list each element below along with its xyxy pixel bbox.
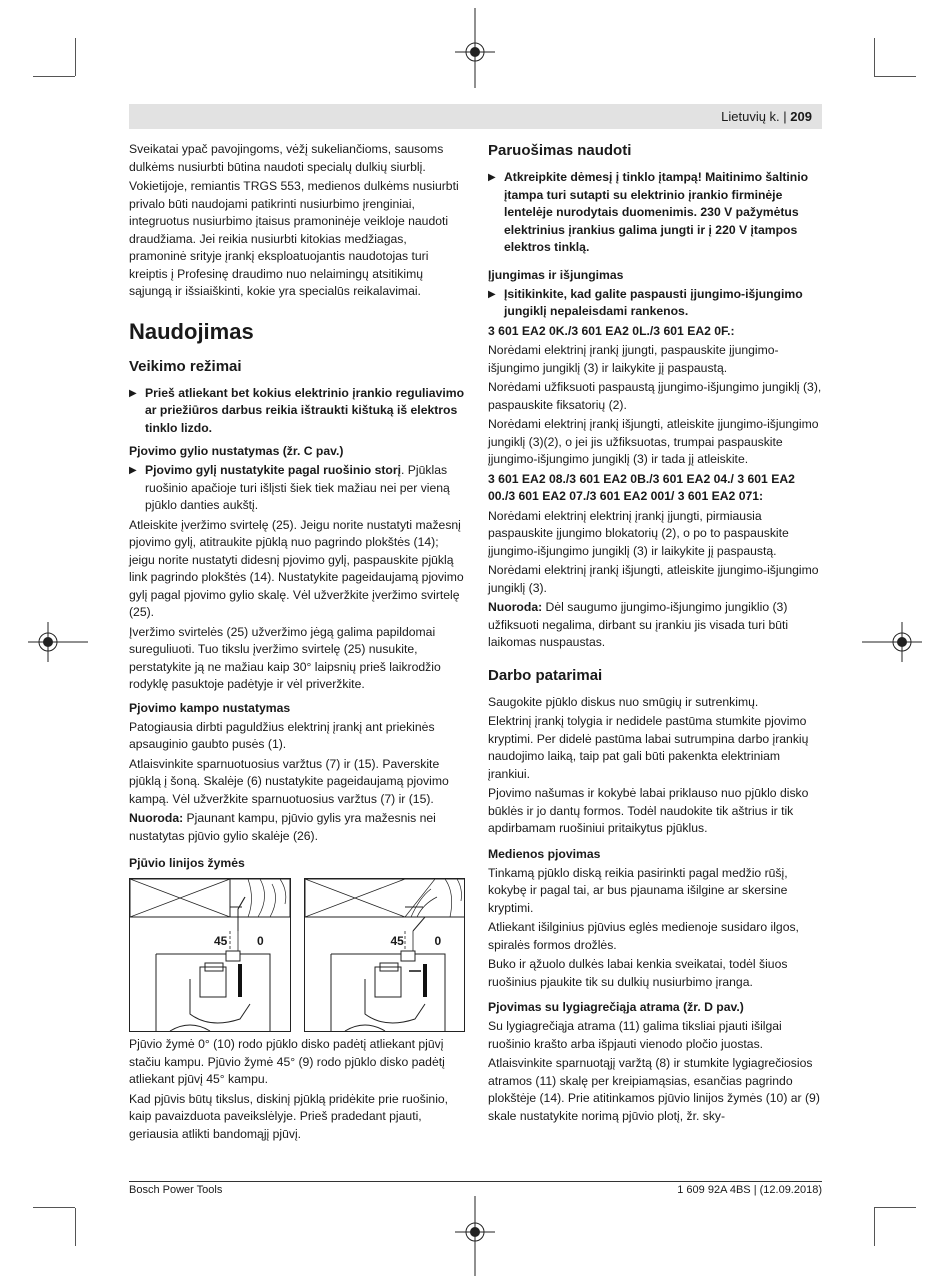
cut-mark-figure-0 <box>129 878 291 1032</box>
crop-mark <box>874 76 916 77</box>
paragraph: Norėdami elektrinį įrankį išjungti, atleiskite įjungimo-išjungimo jungiklį (3). <box>488 563 819 595</box>
header-language: Lietuvių k. <box>721 109 780 124</box>
warning-bullet: ▶ Prieš atliekant bet kokius elektrinio įrankio reguliavimo ar priežiūros darbus reikia ištraukti kištuką iš elektros tinklo lizdo. <box>129 385 465 438</box>
bullet-arrow-icon: ▶ <box>129 465 137 476</box>
paragraph: Tinkamą pjūklo diską reikia pasirinkti pagal medžio rūšį, kokybę ir pagal tai, ar bus pjaunama išilgine ar skersine kryptimi. <box>488 865 788 915</box>
paragraph: Elektrinį įrankį tolygia ir nedidele pastūma stumkite pjovimo kryptimi. Per didelė pastūma labai sutrumpina darbo įrankių naudojimo laiką, taip pat gali būti pakenkta elektriniam įrankiui. <box>488 714 809 781</box>
note-paragraph: Nuoroda: Pjaunant kampu, pjūvio gylis yra mažesnis nei nustatytas pjūvio gylio skalėje (26). <box>129 811 436 843</box>
paragraph: Norėdami užfiksuoti paspaustą įjungimo-išjungimo jungiklį (3), paspauskite fiksatorių (2). <box>488 380 822 412</box>
mark-label-45: 45 <box>214 934 228 948</box>
paragraph: Atliekant išilginius pjūvius eglės medienoje susidaro ilgos, spiralės formos drožlės. <box>488 920 799 952</box>
crop-mark <box>33 76 75 77</box>
paragraph: Patogiausia dirbti paguldžius elektrinį įrankį ant priekinės apsauginio gaubto pusės (1). <box>129 719 435 751</box>
page-number: 209 <box>790 109 812 124</box>
footer-docnumber: 1 609 92A 4BS | (12.09.2018) <box>677 1184 822 1196</box>
registration-mark-top <box>455 8 495 88</box>
paragraph: Atleiskite įveržimo svirtelę (25). Jeigu norite nustatyti mažesnį pjovimo gylį, atitraukite pjūklą nuo pagrindo plokštės (14); jeigu norite nustatyti didesnį pjovimo gylį, paspauskite pjūklą link pagrindo plokštės (14). Nustatykite pageidaujamą pjovimo gylį pagal pjovimo gylio skalę. Vėl užveržkite įveržimo svirtelę (25). <box>129 517 464 619</box>
paragraph: Saugokite pjūklo diskus nuo smūgių ir sutrenkimų. <box>488 694 759 709</box>
mark-label-45: 45 <box>390 934 404 948</box>
paragraph: Norėdami elektrinį įrankį įjungti, paspauskite įjungimo-išjungimo jungiklį (3) ir laikykite jį paspaustą. <box>488 343 779 375</box>
paragraph: Buko ir ąžuolo dulkės labai kenkia sveikatai, todėl šiuos ruošinius pjaukite tik su dulkių nusiurbimo įranga. <box>488 957 788 989</box>
subsection-title: Veikimo režimai <box>129 357 242 375</box>
paragraph: Pjūvio žymė 0° (10) rodo pjūklo disko padėtį atliekant pjūvį stačiu kampu. Pjūvio žymė 45° (9) rodo pjūklo disko padėtį atliekant pjūvį 45° kampu. <box>129 1037 445 1086</box>
paragraph: Įveržimo svirtelės (25) užveržimo jėgą galima papildomai sureguliuoti. Tuo tikslu įveržimo svirtelę (25) nusukite, perstatykite ją ne mažiau kaip 30° laipsnių prieš laikrodžio rodyklę pasuktoje padėtyje ir vėl priveržkite. <box>129 624 441 691</box>
section-title: Naudojimas <box>129 318 254 344</box>
paragraph: Atlaisvinkite sparnuotąjį varžtą (8) ir stumkite lygiagrečiosios atramos (11) skalę per kreipiamąsias, esančias pagrindo plokštėje (14). Prie atitinkamos pjūvio linijos žymės (10) ar (9) skale nustatykite norimą pjūvio plotį, žr. sky- <box>488 1056 820 1123</box>
warning-bullet: ▶ Atkreipkite dėmesį į tinklo įtampą! Maitinimo šaltinio įtampa turi sutapti su elektrinio įrankio firminėje lentelėje nurodytais duomenimis. 230 V pažymėtus elektrinius įrankius galima jungti ir į 220 V įtampos elektros tinklą. <box>488 169 822 257</box>
registration-mark-right <box>862 622 922 662</box>
subsection-title: Paruošimas naudoti <box>488 142 632 159</box>
bullet-arrow-icon: ▶ <box>488 172 496 183</box>
registration-mark-left <box>28 622 88 662</box>
subsection-title: Darbo patarimai <box>488 666 603 684</box>
paragraph: Pjovimo našumas ir kokybė labai priklauso nuo pjūklo disko būklės ir jo dantų formos. Todėl naudokite tik aštrius ir tik apdirbamam ruošiniui pritaikytus pjūklus. <box>488 786 809 835</box>
note-paragraph: Nuoroda: Dėl saugumo įjungimo-išjungimo jungiklio (3) užfiksuoti negalima, dirbant su įrankiu jis visada turi būti laikomas nuspaustas. <box>488 600 789 649</box>
crop-mark <box>33 1207 75 1208</box>
heading: Pjovimo gylio nustatymas (žr. C pav.) <box>129 444 344 458</box>
intro-paragraph: Vokietijoje, remiantis TRGS 553, medienos dulkėms nusiurbti privalo būti naudojami patikrinti nusiurbimo įrenginiai, integruotus nusiurbimo įtaisus pramoninėje veikloje naudoti draudžiama. Jei reikia nusiurbti kitokias medžiagas, pramoninė srityje įrankį eksploatuojantis naudotojas turi kreiptis į Profesinę draudimo nuo nelaimingų atsitikimų sąjungą ir išsiaiškinti, kokie yra specialūs reikalavimai. <box>129 179 459 298</box>
crop-mark <box>75 38 76 76</box>
right-column <box>488 141 822 1127</box>
paragraph: Su lygiagrečiąja atrama (11) galima tiksliai pjauti išilgai ruošinio krašto arba išpjauti vienodo pločio juostas. <box>488 1019 782 1051</box>
intro-paragraph: Sveikatai ypač pavojingoms, vėžį sukeliančioms, sausoms dulkėms nusiurbti būtina naudoti specialų dulkių siurblį. <box>129 142 444 174</box>
paragraph: Atlaisvinkite sparnuotuosius varžtus (7) ir (15). Paverskite pjūklą į šoną. Skalėje (6) nustatykite pageidaujamą pjovimo kampą. Vėl užveržkite sparnuotuosius varžtus (7) ir (15). <box>129 756 449 806</box>
paragraph: Kad pjūvis būtų tikslus, diskinį pjūklą pridėkite prie ruošinio, kaip pavaizduota paveikslėlyje. Prieš pradedant pjauti, geriausia atlikti bandomąjį pjūvį. <box>129 1091 449 1141</box>
heading: Pjūvio linijos žymės <box>129 856 245 870</box>
left-column <box>129 141 465 1145</box>
footer-rule <box>129 1181 822 1182</box>
paragraph: Norėdami elektrinį elektrinį įrankį įjungti, pirmiausia paspauskite įjungimo blokatorių (2), o po to paspauskite įjungimo-išjungimo jungiklį (3) ir laikykite jį paspaustą. <box>488 508 789 558</box>
model-numbers: 3 601 EA2 08./3 601 EA2 0B./3 601 EA2 04./ 3 601 EA2 00./3 601 EA2 07./3 601 EA2 001/ 3 601 EA2 071: <box>488 471 795 503</box>
crop-mark <box>75 1208 76 1246</box>
mark-label-0: 0 <box>257 934 264 948</box>
cut-marks-figures <box>129 878 465 1032</box>
paragraph: Norėdami elektrinį įrankį išjungti, atleiskite įjungimo-išjungimo jungiklį (3)(2), o jei jis užfiksuotas, trumpai paspauskite įjungimo-išjungimo jungiklį (3) ir tada jį atleiskite. <box>488 417 819 466</box>
heading: Pjovimas su lygiagrečiąja atrama (žr. D pav.) <box>488 1000 744 1014</box>
model-numbers: 3 601 EA2 0K./3 601 EA2 0L./3 601 EA2 0F.: <box>488 323 735 338</box>
header-bar <box>129 104 822 129</box>
header-text: Lietuvių k. | 209 <box>721 109 812 124</box>
cut-mark-figure-45 <box>304 878 466 1032</box>
warning-bullet: ▶ Įsitikinkite, kad galite paspausti įjungimo-išjungimo jungiklį nepaleisdami rankenos. <box>488 286 822 321</box>
heading: Medienos pjovimas <box>488 846 601 861</box>
mark-label-0: 0 <box>434 934 442 948</box>
instruction-bullet: ▶ Pjovimo gylį nustatykite pagal ruošinio storį. Pjūklas ruošinio apačioje turi išlįsti šiek tiek mažiau nei per vieną pjūklo danties aukštį. <box>129 462 465 515</box>
crop-mark <box>874 1207 916 1208</box>
bullet-arrow-icon: ▶ <box>488 288 496 300</box>
heading: Pjovimo kampo nustatymas <box>129 700 291 715</box>
crop-mark <box>874 38 875 76</box>
footer-publisher: Bosch Power Tools <box>129 1184 223 1196</box>
bullet-arrow-icon: ▶ <box>129 387 137 399</box>
registration-mark-bottom <box>455 1196 495 1276</box>
crop-mark <box>874 1208 875 1246</box>
heading: Įjungimas ir išjungimas <box>488 267 624 282</box>
